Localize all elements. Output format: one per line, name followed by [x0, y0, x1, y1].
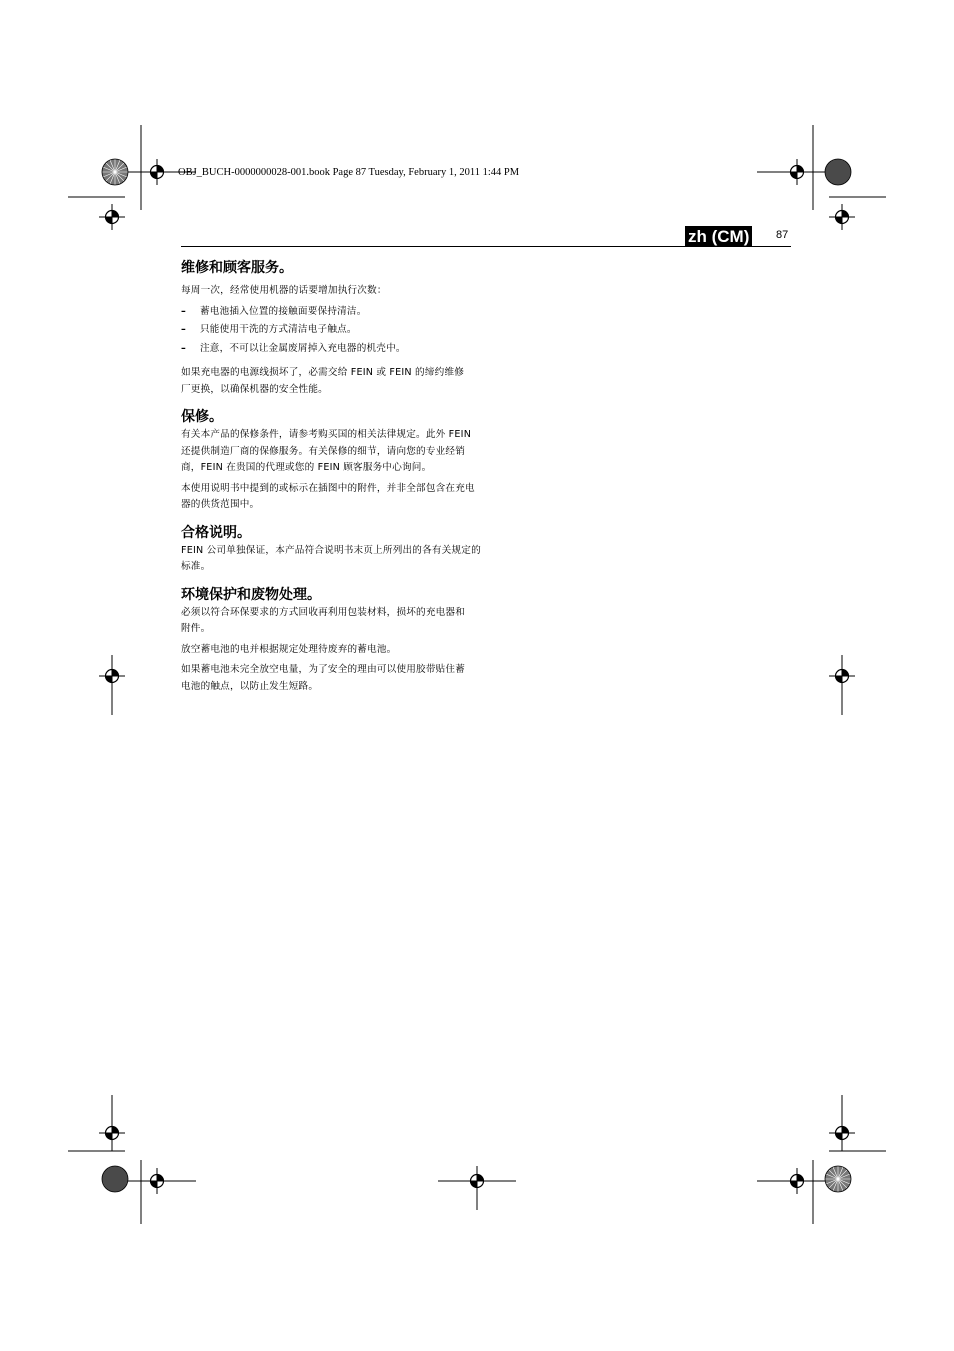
header-rule [181, 246, 791, 247]
bullet-dash: – [181, 305, 186, 317]
list-item-text: 注意，不可以让金属废屑掉入充电器的机壳中。 [200, 342, 406, 354]
section-heading: 合格说明。 [181, 524, 251, 541]
page-content [181, 258, 481, 695]
section-conformity [181, 523, 481, 576]
book-info-line: OBJ_BUCH-0000000028-001.book Page 87 Tuesday, February 1, 2011 1:44 PM [178, 167, 520, 178]
section-heading: 环境保护和废物处理。 [181, 586, 321, 603]
paragraph: 放空蓄电池的电并根据规定处理待废弃的蓄电池。 [181, 643, 397, 655]
section-warranty [181, 407, 481, 514]
bullet-dash: – [181, 324, 186, 335]
paragraph: 必须以符合环保要求的方式回收再利用包装材料，损坏的充电器和附件。 [181, 606, 466, 634]
bullet-dash: – [181, 342, 186, 354]
bullet-list [181, 304, 481, 358]
page-number: 87 [776, 229, 789, 241]
list-item [181, 341, 481, 358]
paragraph: 有关本产品的保修条件，请参考购买国的相关法律规定。此外 FEIN 还提供制造厂商的保修服务。有关保修的细节，请向您的专业经销商，FEIN 在贵国的代理或您的 FEIN 顾客服务中心询问。 [181, 429, 472, 473]
paragraph: 如果蓄电池未完全放空电量，为了安全的理由可以使用胶带贴住蓄电池的触点，以防止发生短路。 [181, 664, 466, 692]
language-badge: zh (CM) [685, 226, 752, 247]
section-heading: 保修。 [181, 409, 223, 425]
paragraph: 如果充电器的电源线损坏了，必需交给 FEIN 或 FEIN 的缔约维修厂更换，以确保机器的安全性能。 [181, 367, 465, 395]
section-heading: 维修和顾客服务。 [181, 260, 293, 276]
paragraph: 本使用说明书中提到的或标示在插图中的附件，并非全部包含在充电器的供货范围中。 [181, 482, 475, 510]
paragraph: 每周一次，经常使用机器的话要增加执行次数： [181, 285, 387, 296]
list-item [181, 322, 481, 339]
section-environment [181, 585, 481, 696]
list-item [181, 304, 481, 321]
paragraph: FEIN 公司单独保证，本产品符合说明书末页上所列出的各有关规定的标准。 [181, 544, 481, 572]
list-item-text: 只能使用干洗的方式清洁电子触点。 [200, 324, 357, 335]
list-item-text: 蓄电池插入位置的接触面要保持清洁。 [200, 305, 367, 317]
section-service [181, 258, 481, 398]
